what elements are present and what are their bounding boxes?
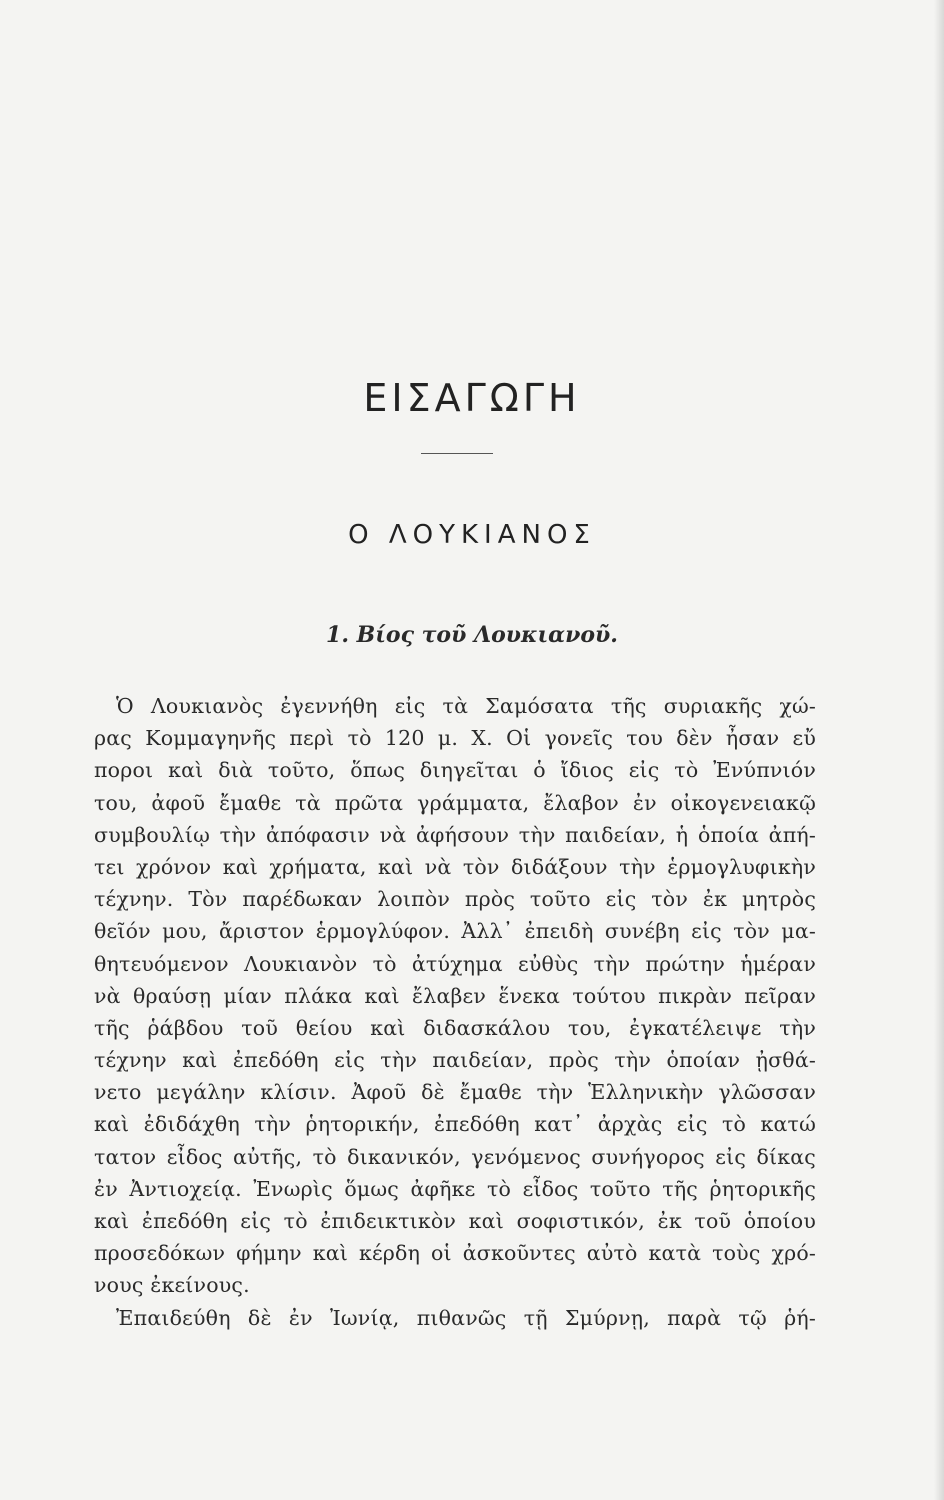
text-line: Ὁ Λουκιανὸς ἐγεννήθη εἰς τὰ Σαμόσατα τῆς συριακῆς χώ- bbox=[116, 694, 816, 718]
text-line: τῆς ῥάβδου τοῦ θείου καὶ διδασκάλου του, ἐγκατέλειψε τὴν bbox=[94, 1015, 816, 1040]
text-line: συμβουλίῳ τὴν ἀπόφασιν νὰ ἀφήσουν τὴν παιδείαν, ἡ ὁποία ἀπή- bbox=[94, 822, 816, 847]
page-edge bbox=[934, 0, 944, 1500]
text-line: ἐν Ἀντιοχείᾳ. Ἐνωρὶς ὅμως ἀφῆκε τὸ εἶδος τοῦτο τῆς ῥητορικῆς bbox=[94, 1176, 816, 1201]
text-line: ποροι καὶ διὰ τοῦτο, ὅπως διηγεῖται ὁ ἴδιος εἰς τὸ Ἐνύπνιόν bbox=[94, 758, 816, 783]
text-line: τατον εἶδος αὐτῆς, τὸ δικανικόν, γενόμενος συνήγορος εἰς δίκας bbox=[94, 1144, 816, 1169]
text-line: καὶ ἐπεδόθη εἰς τὸ ἐπιδεικτικὸν καὶ σοφιστικόν, ἐκ τοῦ ὁποίου bbox=[94, 1209, 816, 1233]
text-line: θεῖόν μου, ἄριστον ἑρμογλύφον. Ἀλλ᾿ ἐπειδὴ συνέβη εἰς τὸν μα- bbox=[94, 919, 816, 944]
body-text bbox=[94, 690, 816, 1334]
chapter-subtitle: Ο ΛΟΥΚΙΑΝΟΣ bbox=[348, 520, 596, 550]
text-line: θητευόμενον Λουκιανὸν τὸ ἀτύχημα εὐθὺς τὴν πρώτην ἡμέραν bbox=[94, 951, 816, 976]
text-line: τει χρόνον καὶ χρήματα, καὶ νὰ τὸν διδάξουν τὴν ἑρμογλυφικὴν bbox=[94, 854, 816, 879]
text-line: ρας Κομμαγηνῆς περὶ τὸ 120 μ. Χ. Οἱ γονεῖς του δὲν ἦσαν εὔ bbox=[94, 726, 816, 751]
text-line: Ἐπαιδεύθη δὲ ἐν Ἰωνίᾳ, πιθανῶς τῇ Σμύρνῃ, παρὰ τῷ ῥή- bbox=[116, 1305, 816, 1330]
text-line: τέχνην καὶ ἐπεδόθη εἰς τὴν παιδείαν, πρὸς τὴν ὁποίαν ᾐσθά- bbox=[94, 1048, 816, 1073]
section-title: Βίος τοῦ Λουκιανοῦ. bbox=[356, 622, 618, 648]
section-number: 1. bbox=[326, 622, 349, 648]
page-title: ΕΙΣΑΓΩΓΗ bbox=[363, 376, 581, 420]
text-line: τέχνην. Τὸν παρέδωκαν λοιπὸν πρὸς τοῦτο εἰς τὸν ἐκ μητρὸς bbox=[94, 887, 816, 912]
text-line: του, ἀφοῦ ἔμαθε τὰ πρῶτα γράμματα, ἔλαβον ἐν οἰκογενειακῷ bbox=[94, 790, 816, 815]
section-heading bbox=[0, 622, 944, 648]
text-line: καὶ ἐδιδάχθη τὴν ῥητορικήν, ἐπεδόθη κατ᾿ ἀρχὰς εἰς τὸ κατώ bbox=[94, 1112, 816, 1137]
text-line: νὰ θραύσῃ μίαν πλάκα καὶ ἔλαβεν ἕνεκα τούτου πικρὰν πεῖραν bbox=[94, 983, 816, 1008]
text-line: νους ἐκείνους. bbox=[94, 1273, 250, 1298]
text-line: νετο μεγάλην κλίσιν. Ἀφοῦ δὲ ἔμαθε τὴν Ἑλληνικὴν γλῶσσαν bbox=[94, 1080, 816, 1105]
text-line: προσεδόκων φήμην καὶ κέρδη οἱ ἀσκοῦντες αὐτὸ κατὰ τοὺς χρό- bbox=[94, 1241, 816, 1266]
title-divider bbox=[421, 453, 493, 454]
